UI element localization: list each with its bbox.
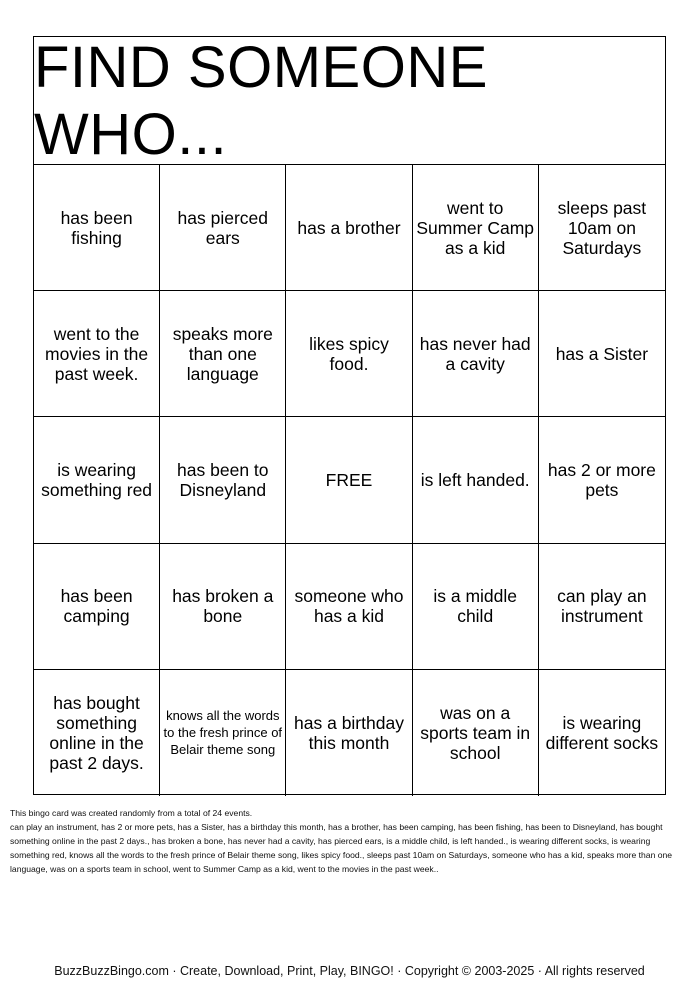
bingo-cell: went to Summer Camp as a kid: [413, 165, 539, 291]
bingo-cell: was on a sports team in school: [413, 670, 539, 796]
bingo-cell: is left handed.: [413, 417, 539, 543]
bingo-cell: can play an instrument: [539, 544, 665, 670]
bingo-cell: has been to Disneyland: [160, 417, 286, 543]
bingo-cell: knows all the words to the fresh prince of Belair theme song: [160, 670, 286, 796]
bingo-cell: has never had a cavity: [413, 291, 539, 417]
bingo-cell: has been camping: [34, 544, 160, 670]
bingo-cell: is wearing something red: [34, 417, 160, 543]
bingo-cell: someone who has a kid: [286, 544, 412, 670]
bingo-cell: has 2 or more pets: [539, 417, 665, 543]
bingo-cell: is a middle child: [413, 544, 539, 670]
bingo-cell: has been fishing: [34, 165, 160, 291]
bingo-cell: has a Sister: [539, 291, 665, 417]
bingo-cell: went to the movies in the past week.: [34, 291, 160, 417]
bingo-cell: likes spicy food.: [286, 291, 412, 417]
site-footer: BuzzBuzzBingo.com · Create, Download, Print, Play, BINGO! · Copyright © 2003-2025 · All rights reserved: [54, 964, 645, 978]
bingo-cell: has bought something online in the past 2 days.: [34, 670, 160, 796]
bingo-card: [33, 36, 666, 795]
bingo-cell: speaks more than one language: [160, 291, 286, 417]
bingo-cell: has broken a bone: [160, 544, 286, 670]
bingo-cell: has pierced ears: [160, 165, 286, 291]
free-cell: FREE: [286, 417, 412, 543]
info-event-list: can play an instrument, has 2 or more pets, has a Sister, has a birthday this month, has a brother, has been camping, has been fishing, has been to Disneyland, has bought something online in the past 2 days., has broken a bone, has never had a cavity, has pierced ears, is a middle child, is left handed., is wearing different socks, is wearing something red, knows all the words to the fresh prince of Belair theme song, likes spicy food., sleeps past 10am on Saturdays, someone who has a kid, speaks more than one language, was on a sports team in school, went to Summer Camp as a kid, went to the movies in the past week..: [10, 822, 673, 874]
info-summary: This bingo card was created randomly from a total of 24 events.: [10, 808, 253, 818]
bingo-cell: is wearing different socks: [545, 712, 659, 753]
card-title: FIND SOMEONE WHO...: [34, 37, 665, 165]
bingo-cell: sleeps past 10am on Saturdays: [539, 165, 665, 291]
bingo-cell: has a brother: [286, 165, 412, 291]
card-info: [10, 806, 690, 876]
bingo-grid: [34, 165, 665, 796]
bingo-cell: has a birthday this month: [286, 670, 412, 796]
